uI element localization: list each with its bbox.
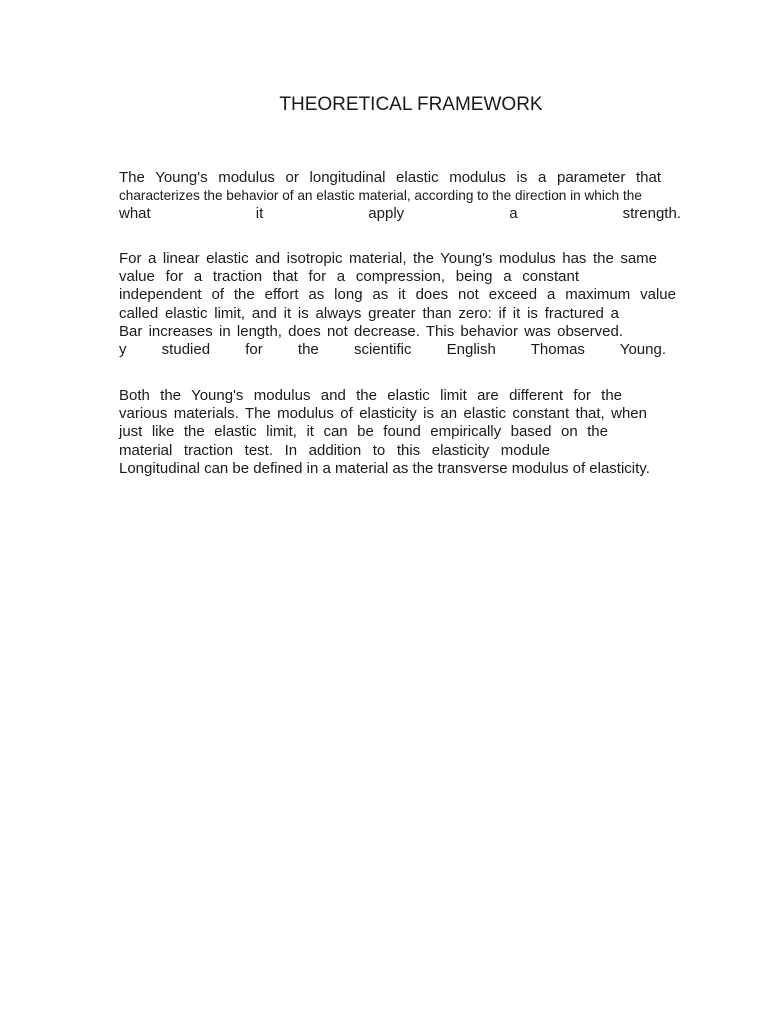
text-line: value for a traction that for a compression, being a constant: [119, 268, 579, 286]
text-line: Bar increases in length, does not decrease. This behavior was observed.: [119, 322, 623, 340]
text-line: what it apply a strength.: [119, 205, 681, 223]
text-line: characterizes the behavior of an elastic material, according to the direction in which the: [119, 188, 642, 204]
text-line: For a linear elastic and isotropic material, the Young's modulus has the same: [119, 250, 657, 267]
text-line: The Young's modulus or longitudinal elastic modulus is a parameter that: [119, 169, 661, 186]
text-line: called elastic limit, and it is always greater than zero: if it is fractured a: [119, 304, 619, 322]
text-line: Both the Young's modulus and the elastic limit are different for the: [119, 387, 622, 404]
text-line: y studied for the scientific English Thomas Young.: [119, 341, 666, 359]
page-title: THEORETICAL FRAMEWORK: [279, 94, 543, 115]
paragraph-3: [119, 387, 681, 478]
text-line: various materials. The modulus of elasticity is an elastic constant that, when: [119, 405, 647, 423]
text-line: independent of the effort as long as it does not exceed a maximum value: [119, 286, 676, 304]
paragraph-2: [119, 250, 681, 359]
text-line: just like the elastic limit, it can be found empirically based on the: [119, 423, 608, 441]
paragraph-1: [119, 169, 681, 224]
text-line: material traction test. In addition to this elasticity module: [119, 441, 550, 459]
text-line: Longitudinal can be defined in a material as the transverse modulus of elasticity.: [119, 459, 650, 477]
